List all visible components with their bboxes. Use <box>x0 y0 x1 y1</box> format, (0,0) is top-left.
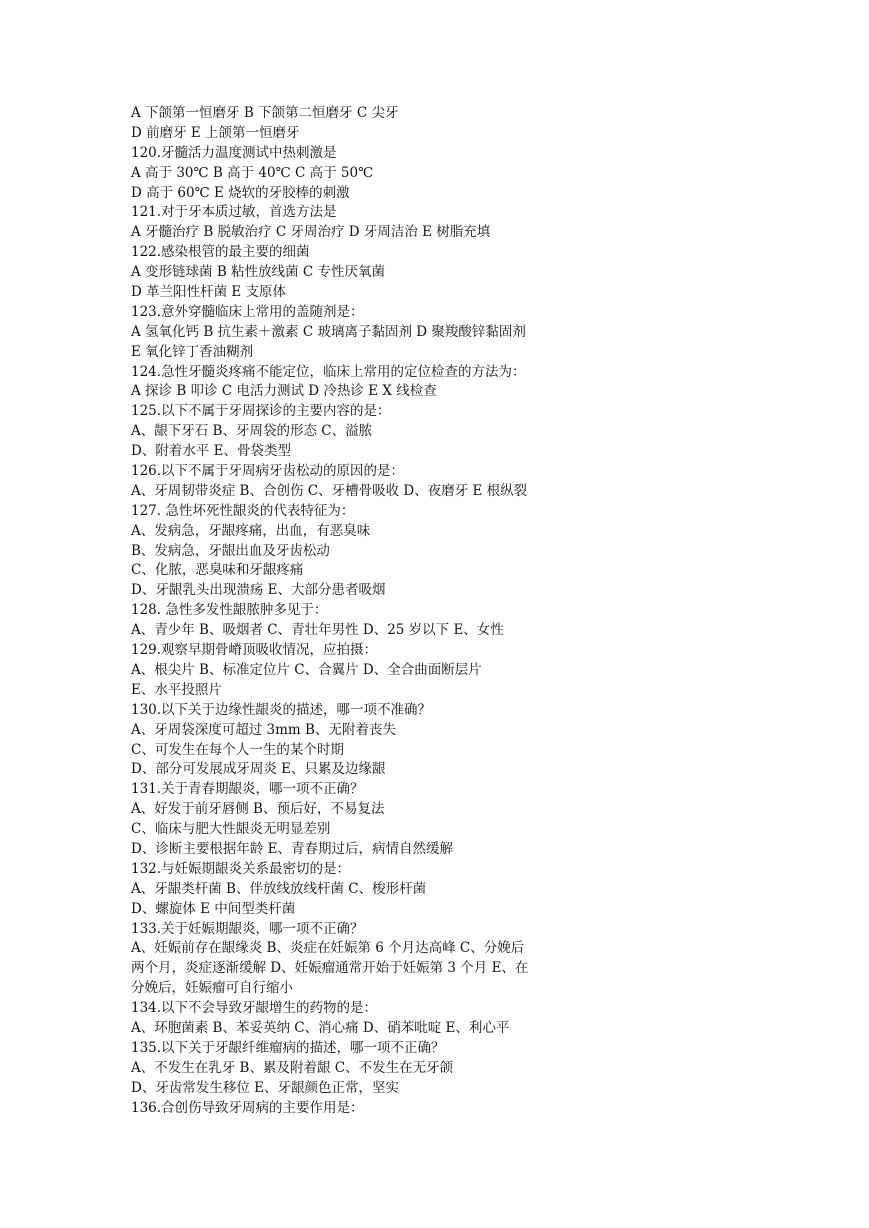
text-line: A、妊娠前存在龈缘炎 B、炎症在妊娠第 6 个月达高峰 C、分娩后 <box>131 940 525 957</box>
text-line: A、牙周韧带炎症 B、合创伤 C、牙槽骨吸收 D、夜磨牙 E 根纵裂 <box>131 482 528 499</box>
question-129: 129.观察早期骨嵴顶吸收情况，应拍摄： <box>131 642 378 659</box>
question-125: 125.以下不属于牙周探诊的主要内容的是： <box>131 403 391 420</box>
text-line: A 探诊 B 叩诊 C 电活力测试 D 冷热诊 E X 线检查 <box>131 383 437 400</box>
text-line: A 变形链球菌 B 粘性放线菌 C 专性厌氧菌 <box>131 264 385 281</box>
text-line: D 高于 60℃ E 烧软的牙胶棒的刺激 <box>131 184 350 201</box>
text-line: A 高于 30℃ B 高于 40℃ C 高于 50℃ <box>131 164 374 181</box>
text-line: A、龈下牙石 B、牙周袋的形态 C、溢脓 <box>131 423 373 440</box>
text-line: C、化脓，恶臭味和牙龈疼痛 <box>131 562 304 579</box>
text-line: C、临床与肥大性龈炎无明显差别 <box>131 821 331 838</box>
question-126: 126.以下不属于牙周病牙齿松动的原因的是： <box>131 463 405 480</box>
text-line: A、好发于前牙唇侧 B、预后好，不易复法 <box>131 801 385 818</box>
text-line: A、不发生在乳牙 B、累及附着龈 C、不发生在无牙颌 <box>131 1059 454 1076</box>
text-line: D、牙齿常发生移位 E、牙龈颜色正常，坚实 <box>131 1079 399 1096</box>
text-line: D、部分可发展成牙周炎 E、只累及边缘龈 <box>131 761 386 778</box>
question-127: 127. 急性坏死性龈炎的代表特征为： <box>131 502 355 519</box>
question-128: 128. 急性多发性龈脓肿多见于： <box>131 602 328 619</box>
question-131: 131.关于青春期龈炎，哪一项不正确？ <box>131 781 364 798</box>
text-line: 分娩后，妊娠瘤可自行缩小 <box>131 980 293 997</box>
text-line: A 氢氧化钙 B 抗生素＋激素 C 玻璃离子黏固剂 D 聚羧酸锌黏固剂 <box>131 323 526 340</box>
text-line: D、螺旋体 E 中间型类杆菌 <box>131 900 296 917</box>
question-124: 124.急性牙髓炎疼痛不能定位，临床上常用的定位检查的方法为： <box>131 363 526 380</box>
text-line: A、环胞菌素 B、苯妥英纳 C、消心痛 D、硝苯吡啶 E、利心平 <box>131 1019 510 1036</box>
question-120: 120.牙髓活力温度测试中热刺激是 <box>131 144 337 161</box>
text-line: A、牙龈类杆菌 B、伴放线放线杆菌 C、梭形杆菌 <box>131 880 427 897</box>
text-line: E 氧化锌丁香油糊剂 <box>131 343 254 360</box>
text-line: D、诊断主要根据年龄 E、青春期过后，病情自然缓解 <box>131 840 453 857</box>
text-line: A、牙周袋深度可超过 3mm B、无附着丧失 <box>131 721 396 738</box>
question-123: 123.意外穿髓临床上常用的盖随剂是： <box>131 303 364 320</box>
question-135: 135.以下关于牙龈纤维瘤病的描述，哪一项不正确？ <box>131 1039 445 1056</box>
question-132: 132.与妊娠期龈炎关系最密切的是： <box>131 860 351 877</box>
text-line: A 牙髓治疗 B 脱敏治疗 C 牙周治疗 D 牙周洁治 E 树脂充填 <box>131 224 491 241</box>
question-134: 134.以下不会导致牙龈增生的药物的是： <box>131 1000 378 1017</box>
text-line: C、可发生在每个人一生的某个时期 <box>131 741 344 758</box>
text-line: D、附着水平 E、骨袋类型 <box>131 443 291 460</box>
text-line: 两个月，炎症逐渐缓解 D、妊娠瘤通常开始于妊娠第 3 个月 E、在 <box>131 960 529 977</box>
text-line: A、根尖片 B、标准定位片 C、合翼片 D、全合曲面断层片 <box>131 661 482 678</box>
text-line: A、青少年 B、吸烟者 C、青壮年男性 D、25 岁以下 E、女性 <box>131 622 504 639</box>
text-line: A、发病急，牙龈疼痛，出血，有恶臭味 <box>131 522 371 539</box>
document-page <box>131 104 831 1118</box>
question-136: 136.合创伤导致牙周病的主要作用是： <box>131 1099 364 1116</box>
question-121: 121.对于牙本质过敏，首选方法是 <box>131 204 337 221</box>
text-line: B、发病急，牙龈出血及牙齿松动 <box>131 542 330 559</box>
text-line: A 下颌第一恒磨牙 B 下颌第二恒磨牙 C 尖牙 <box>131 105 399 121</box>
text-line: D 革兰阳性杆菌 E 支原体 <box>131 284 287 301</box>
text-line: D 前磨牙 E 上颌第一恒磨牙 <box>131 124 300 141</box>
text-line: D、牙龈乳头出现溃疡 E、大部分患者吸烟 <box>131 582 386 599</box>
question-133: 133.关于妊娠期龈炎，哪一项不正确？ <box>131 920 364 937</box>
text-line: E、水平投照片 <box>131 681 222 698</box>
question-130: 130.以下关于边缘性龈炎的描述，哪一项不准确？ <box>131 701 432 718</box>
question-122: 122.感染根管的最主要的细菌 <box>131 244 310 261</box>
